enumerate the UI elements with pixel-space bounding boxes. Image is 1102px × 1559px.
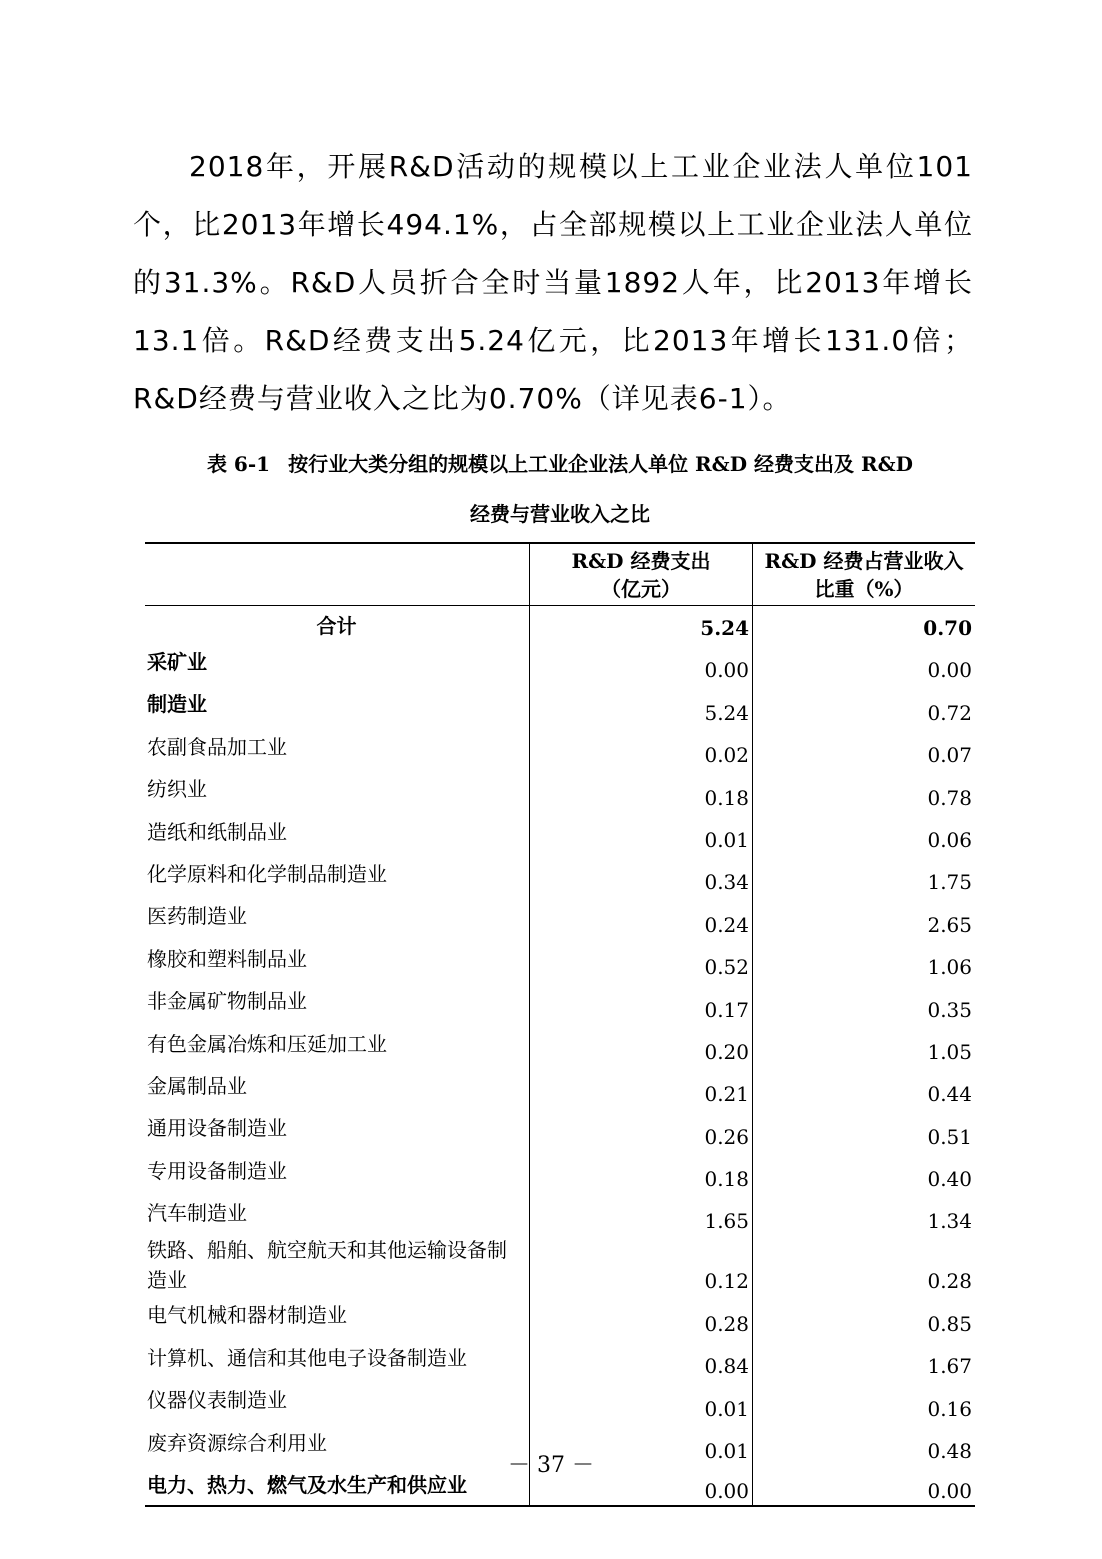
table-row: [145, 769, 975, 811]
row-expenditure: 0.00: [530, 1465, 753, 1506]
row-name: 合计: [316, 614, 357, 638]
row-expenditure: 0.00: [530, 642, 753, 684]
row-expenditure: 0.84: [530, 1338, 753, 1380]
row-name: 造纸和纸制品业: [147, 819, 287, 844]
table-row: [145, 1380, 975, 1422]
row-name: 农副食品加工业: [147, 734, 287, 759]
table-caption: [140, 448, 980, 477]
row-name: 制造业: [147, 692, 207, 717]
row-ratio: 0.70: [753, 606, 976, 643]
row-ratio: 0.51: [753, 1108, 976, 1150]
table-title-line2: 经费与营业收入之比: [470, 502, 650, 526]
row-ratio: 0.72: [753, 684, 976, 726]
table-label: 表 6-1: [206, 452, 271, 476]
row-ratio: 0.00: [753, 1465, 976, 1506]
row-ratio: 0.16: [753, 1380, 976, 1422]
table-row: [145, 1193, 975, 1235]
row-name: 电力、热力、燃气及水生产和供应业: [147, 1473, 467, 1498]
row-ratio: 0.44: [753, 1066, 976, 1108]
row-expenditure: 0.34: [530, 854, 753, 896]
table-row: [145, 896, 975, 938]
row-name: 电气机械和器材制造业: [147, 1303, 347, 1328]
row-ratio: 1.05: [753, 1024, 976, 1066]
row-ratio: 0.48: [753, 1423, 976, 1465]
row-expenditure: 0.28: [530, 1295, 753, 1337]
table-row: [145, 1066, 975, 1108]
table-row: [145, 981, 975, 1023]
row-expenditure: 5.24: [530, 606, 753, 643]
table-row-total: [145, 606, 975, 643]
row-name: 通用设备制造业: [147, 1116, 287, 1141]
row-ratio: 1.06: [753, 939, 976, 981]
row-name: 采矿业: [147, 650, 207, 674]
row-name: 非金属矿物制品业: [147, 989, 307, 1014]
row-name: 金属制品业: [147, 1073, 247, 1098]
table-row: [145, 1108, 975, 1150]
row-name: 仪器仪表制造业: [147, 1388, 287, 1413]
table-row: [145, 642, 975, 684]
row-ratio: 0.28: [753, 1235, 976, 1295]
row-expenditure: 0.18: [530, 769, 753, 811]
row-expenditure: 0.12: [530, 1235, 753, 1295]
row-expenditure: 0.52: [530, 939, 753, 981]
table-row: [145, 1235, 975, 1295]
header-blank: [145, 543, 530, 606]
row-name: 医药制造业: [147, 904, 247, 929]
table-row: [145, 1024, 975, 1066]
row-name: 汽车制造业: [147, 1201, 247, 1226]
row-expenditure: 5.24: [530, 684, 753, 726]
data-table: [145, 542, 975, 1507]
row-expenditure: 1.65: [530, 1193, 753, 1235]
row-expenditure: 0.01: [530, 1380, 753, 1422]
row-expenditure: 0.26: [530, 1108, 753, 1150]
table-row: [145, 1151, 975, 1193]
row-name: 橡胶和塑料制品业: [147, 946, 307, 971]
row-ratio: 1.34: [753, 1193, 976, 1235]
page-number: － 37 －: [508, 1453, 594, 1478]
table-row: [145, 812, 975, 854]
table-title-line1: 按行业大类分组的规模以上工业企业法人单位 R&D 经费支出及 R&D: [288, 452, 914, 476]
row-name: 有色金属冶炼和压延加工业: [147, 1031, 387, 1056]
table-row: [145, 939, 975, 981]
row-ratio: 0.85: [753, 1295, 976, 1337]
row-ratio: 1.75: [753, 854, 976, 896]
row-name: 纺织业: [147, 777, 207, 802]
row-expenditure: 0.21: [530, 1066, 753, 1108]
row-expenditure: 0.20: [530, 1024, 753, 1066]
row-ratio: 0.00: [753, 642, 976, 684]
row-expenditure: 0.17: [530, 981, 753, 1023]
table-row: [145, 727, 975, 769]
row-ratio: 2.65: [753, 896, 976, 938]
header-expenditure: R&D 经费支出 （亿元）: [530, 543, 753, 606]
table-row: [145, 1295, 975, 1337]
row-expenditure: 0.24: [530, 896, 753, 938]
row-ratio: 0.35: [753, 981, 976, 1023]
header-ratio: R&D 经费占营业收入 比重（%）: [753, 543, 976, 606]
row-ratio: 0.40: [753, 1151, 976, 1193]
table-row: [145, 854, 975, 896]
row-ratio: 0.06: [753, 812, 976, 854]
table-row: [145, 684, 975, 726]
row-expenditure: 0.02: [530, 727, 753, 769]
row-name: 废弃资源综合利用业: [147, 1430, 327, 1455]
table-header-row: [145, 543, 975, 606]
row-name: 专用设备制造业: [147, 1158, 287, 1183]
row-ratio: 0.07: [753, 727, 976, 769]
row-name: 铁路、船舶、航空航天和其他运输设备制造业: [147, 1238, 507, 1293]
body-paragraph: 2018年，开展R&D活动的规模以上工业企业法人单位101个，比2013年增长494.1%，占全部规模以上工业企业法人单位的31.3%。R&D人员折合全时当量1892人年，比2013年增长13.1倍。R&D经费支出5.24亿元，比2013年增长131.0倍；R&D经费与营业收入之比为0.70%（详见表6-1）。: [133, 150, 973, 415]
row-name: 化学原料和化学制品制造业: [147, 861, 387, 886]
table-row: [145, 1338, 975, 1380]
row-ratio: 0.78: [753, 769, 976, 811]
row-ratio: 1.67: [753, 1338, 976, 1380]
row-expenditure: 0.18: [530, 1151, 753, 1193]
row-expenditure: 0.01: [530, 1423, 753, 1465]
row-name: 计算机、通信和其他电子设备制造业: [147, 1345, 467, 1370]
row-expenditure: 0.01: [530, 812, 753, 854]
